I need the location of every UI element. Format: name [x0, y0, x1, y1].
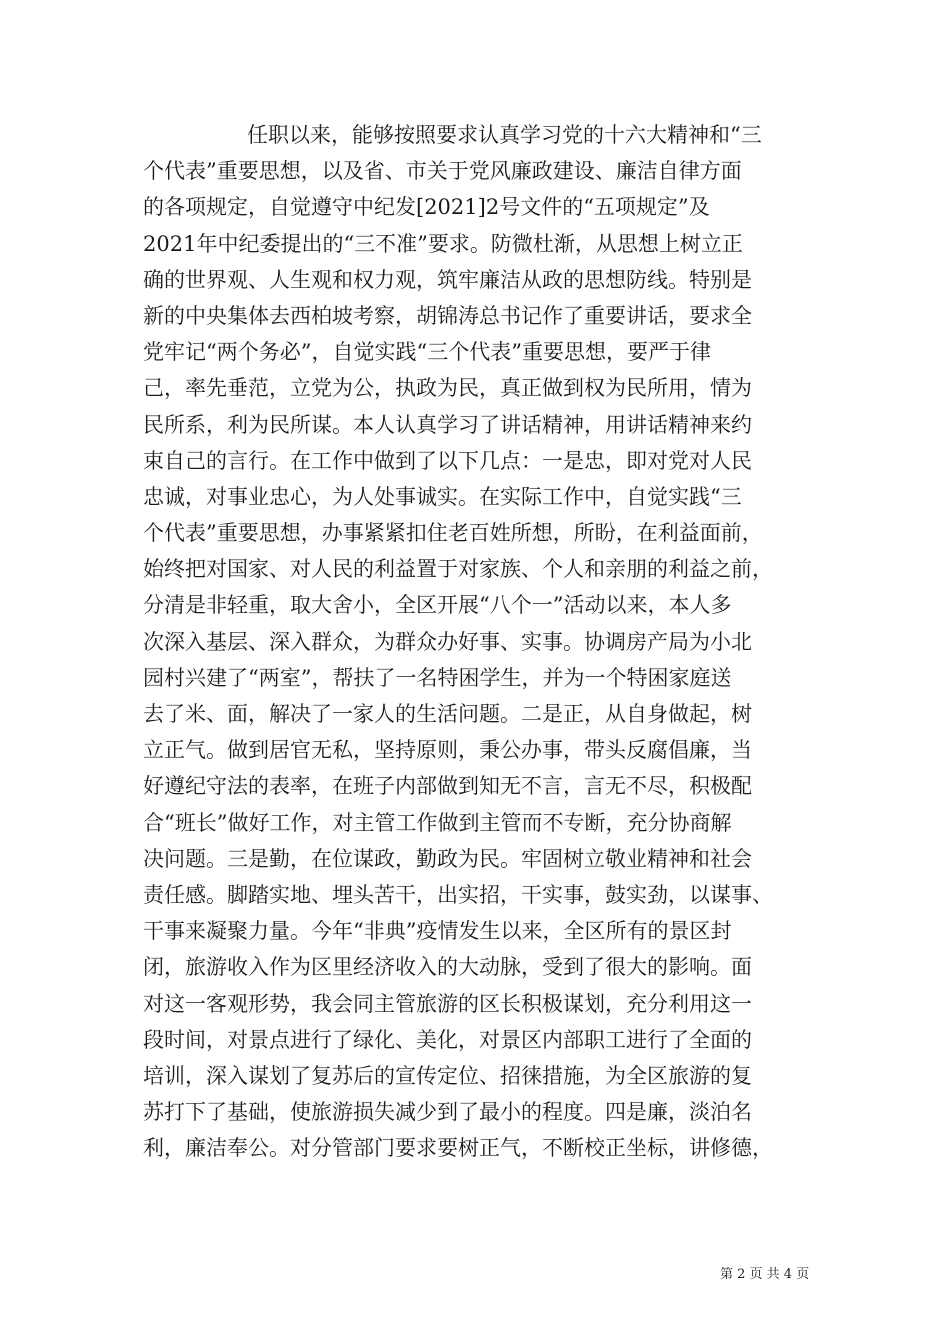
- paragraph-line: 束自己的言行。在工作中做到了以下几点：一是忠，即对党对人民: [143, 448, 752, 473]
- paragraph-line: 去了米、面，解决了一家人的生活问题。二是正，从自身做起，树: [143, 702, 752, 726]
- paragraph-line: 责任感。脚踏实地、埋头苦干，出实招，干实事，鼓实劲，以谋事、: [143, 882, 773, 907]
- paragraph-line: 确的世界观、人生观和权力观，筑牢廉洁从政的思想防线。特别是: [143, 267, 752, 292]
- paragraph-line: 闭，旅游收入作为区里经济收入的大动脉，受到了很大的影响。面: [143, 955, 752, 980]
- paragraph-line: 好遵纪守法的表率，在班子内部做到知无不言，言无不尽，积极配: [143, 774, 752, 799]
- paragraph-line: 任职以来，能够按照要求认真学习党的十六大精神和“三: [247, 123, 762, 147]
- page-number-footer: 第 2 页 共 4 页: [720, 1267, 810, 1282]
- paragraph-line: 次深入基层、深入群众，为群众办好事、实事。协调房产局为小北: [143, 629, 752, 654]
- paragraph-line: 个代表”重要思想，办事紧紧扣住老百姓所想，所盼，在利益面前，: [143, 521, 763, 546]
- paragraph-line: 苏打下了基础，使旅游损失减少到了最小的程度。四是廉，淡泊名: [143, 1100, 752, 1125]
- paragraph-line: 的各项规定，自觉遵守中纪发[2021]2号文件的“五项规定”及: [143, 195, 710, 220]
- paragraph-line: 对这一客观形势，我会同主管旅游的区长积极谋划，充分利用这一: [143, 991, 752, 1016]
- paragraph-line: 决问题。三是勤，在位谋政，勤政为民。牢固树立敬业精神和社会: [143, 846, 752, 871]
- paragraph-line: 始终把对国家、对人民的利益置于对家族、个人和亲朋的利益之前，: [143, 557, 773, 582]
- paragraph-line: 培训，深入谋划了复苏后的宣传定位、招徕措施，为全区旅游的复: [143, 1063, 752, 1088]
- paragraph-line: 党牢记“两个务必”，自觉实践“三个代表”重要思想，要严于律: [143, 340, 711, 365]
- paragraph-line: 干事来凝聚力量。今年“非典”疫情发生以来，全区所有的景区封: [143, 919, 732, 944]
- paragraph-line: 分清是非轻重，取大舍小，全区开展“八个一”活动以来，本人多: [143, 593, 732, 618]
- paragraph-line: 新的中央集体去西柏坡考察，胡锦涛总书记作了重要讲话，要求全: [143, 303, 752, 328]
- paragraph-line: 个代表”重要思想，以及省、市关于党风廉政建设、廉洁自律方面: [143, 159, 742, 184]
- paragraph-line: 利，廉洁奉公。对分管部门要求要树正气，不断校正坐标，讲修德，: [143, 1136, 773, 1161]
- paragraph-line: 忠诚，对事业忠心，为人处事诚实。在实际工作中，自觉实践“三: [143, 484, 742, 509]
- paragraph-line: 园村兴建了“两室”，帮扶了一名特困学生，并为一个特困家庭送: [143, 665, 732, 690]
- paragraph-line: 合“班长”做好工作，对主管工作做到主管而不专断，充分协商解: [143, 810, 732, 835]
- paragraph-line: 2021年中纪委提出的“三不准”要求。防微杜渐，从思想上树立正: [143, 231, 743, 256]
- paragraph-line: 立正气。做到居官无私，坚持原则，秉公办事，带头反腐倡廉，当: [143, 738, 752, 763]
- paragraph-line: 己，率先垂范，立党为公，执政为民，真正做到权为民所用，情为: [143, 376, 752, 401]
- paragraph-line: 民所系，利为民所谋。本人认真学习了讲话精神，用讲话精神来约: [143, 412, 752, 437]
- body-paragraph: [143, 117, 843, 1166]
- paragraph-line: 段时间，对景点进行了绿化、美化，对景区内部职工进行了全面的: [143, 1027, 752, 1052]
